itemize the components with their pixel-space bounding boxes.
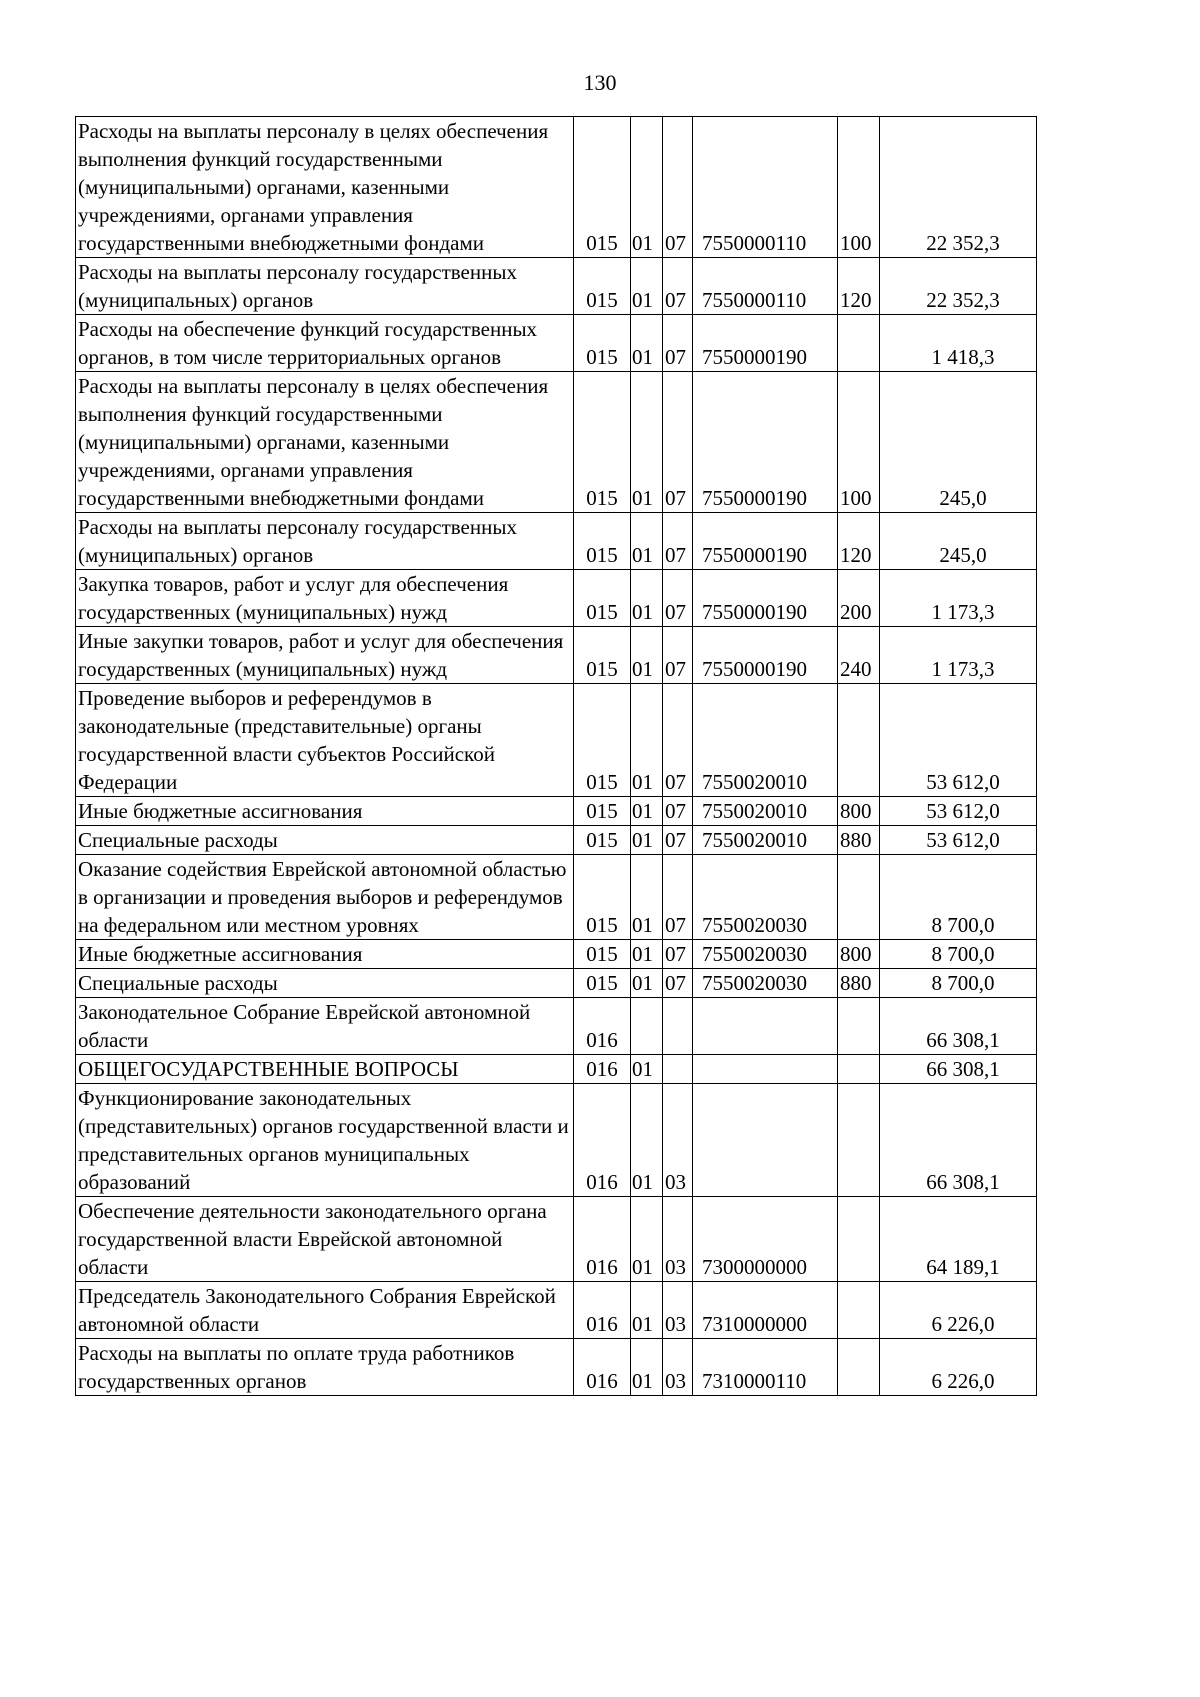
- row-sum-cell: 8 700,0: [880, 940, 1037, 969]
- row-csr-cell: 7550000190: [693, 372, 838, 513]
- row-grbs-cell: 015: [574, 117, 631, 258]
- row-vr-cell: [838, 855, 880, 940]
- row-pr-cell: 03: [663, 1282, 693, 1339]
- row-csr-cell: [693, 1055, 838, 1084]
- row-sum-cell: 245,0: [880, 513, 1037, 570]
- row-vr-cell: 120: [838, 513, 880, 570]
- table-row: [76, 372, 1037, 513]
- table-row: [76, 570, 1037, 627]
- row-grbs-cell: 016: [574, 1339, 631, 1396]
- row-pr-cell: 07: [663, 969, 693, 998]
- table-row: [76, 258, 1037, 315]
- row-name-cell: Специальные расходы: [76, 826, 574, 855]
- row-name-cell: Председатель Законодательного Собрания Еврейской автономной области: [76, 1282, 574, 1339]
- table-row: [76, 797, 1037, 826]
- row-grbs-cell: 016: [574, 1197, 631, 1282]
- row-csr-cell: 7550000190: [693, 315, 838, 372]
- row-sum-cell: 22 352,3: [880, 258, 1037, 315]
- row-sum-cell: 6 226,0: [880, 1282, 1037, 1339]
- row-grbs-cell: 015: [574, 969, 631, 998]
- row-name-cell: Функционирование законодательных (представительных) органов государственной власти и представительных органов муниципальных образований: [76, 1084, 574, 1197]
- table-row: [76, 1084, 1037, 1197]
- row-pr-cell: 07: [663, 513, 693, 570]
- row-sum-cell: 8 700,0: [880, 969, 1037, 998]
- row-sum-cell: 64 189,1: [880, 1197, 1037, 1282]
- table-row: [76, 117, 1037, 258]
- row-csr-cell: 7550020030: [693, 855, 838, 940]
- row-grbs-cell: 015: [574, 570, 631, 627]
- row-rz-cell: 01: [631, 1282, 663, 1339]
- row-vr-cell: 120: [838, 258, 880, 315]
- row-rz-cell: 01: [631, 1084, 663, 1197]
- row-pr-cell: 07: [663, 627, 693, 684]
- row-sum-cell: 1 173,3: [880, 627, 1037, 684]
- row-vr-cell: [838, 1339, 880, 1396]
- table-row: [76, 315, 1037, 372]
- row-rz-cell: 01: [631, 315, 663, 372]
- row-csr-cell: 7310000110: [693, 1339, 838, 1396]
- row-pr-cell: 07: [663, 258, 693, 315]
- row-csr-cell: [693, 1084, 838, 1197]
- row-grbs-cell: 015: [574, 855, 631, 940]
- row-rz-cell: 01: [631, 1055, 663, 1084]
- row-rz-cell: 01: [631, 1197, 663, 1282]
- row-grbs-cell: 015: [574, 627, 631, 684]
- row-rz-cell: 01: [631, 570, 663, 627]
- row-name-cell: Специальные расходы: [76, 969, 574, 998]
- row-rz-cell: 01: [631, 1339, 663, 1396]
- row-name-cell: Закупка товаров, работ и услуг для обеспечения государственных (муниципальных) нужд: [76, 570, 574, 627]
- row-name-cell: Расходы на обеспечение функций государственных органов, в том числе территориальных органов: [76, 315, 574, 372]
- row-csr-cell: 7550000110: [693, 258, 838, 315]
- row-vr-cell: 800: [838, 940, 880, 969]
- row-grbs-cell: 015: [574, 684, 631, 797]
- row-name-cell: Расходы на выплаты персоналу в целях обеспечения выполнения функций государственными (муниципальными) органами, казенными учреждениями, органами управления государственными внебюджетными фондами: [76, 372, 574, 513]
- row-pr-cell: 07: [663, 117, 693, 258]
- row-grbs-cell: 015: [574, 315, 631, 372]
- row-vr-cell: [838, 1282, 880, 1339]
- row-pr-cell: [663, 1055, 693, 1084]
- row-name-cell: Иные бюджетные ассигнования: [76, 940, 574, 969]
- table-row: [76, 684, 1037, 797]
- row-rz-cell: 01: [631, 826, 663, 855]
- table-row: [76, 855, 1037, 940]
- row-csr-cell: [693, 998, 838, 1055]
- row-vr-cell: 880: [838, 826, 880, 855]
- row-grbs-cell: 016: [574, 1282, 631, 1339]
- page-number: 130: [583, 70, 617, 95]
- row-sum-cell: 66 308,1: [880, 1055, 1037, 1084]
- row-grbs-cell: 015: [574, 797, 631, 826]
- row-pr-cell: 07: [663, 797, 693, 826]
- row-grbs-cell: 016: [574, 1084, 631, 1197]
- row-pr-cell: [663, 998, 693, 1055]
- row-rz-cell: 01: [631, 797, 663, 826]
- table-row: [76, 1055, 1037, 1084]
- row-csr-cell: 7550000110: [693, 117, 838, 258]
- row-grbs-cell: 015: [574, 258, 631, 315]
- row-pr-cell: 07: [663, 570, 693, 627]
- row-rz-cell: 01: [631, 372, 663, 513]
- row-sum-cell: 66 308,1: [880, 998, 1037, 1055]
- row-grbs-cell: 015: [574, 826, 631, 855]
- row-pr-cell: 07: [663, 940, 693, 969]
- row-sum-cell: 8 700,0: [880, 855, 1037, 940]
- row-name-cell: Иные бюджетные ассигнования: [76, 797, 574, 826]
- row-rz-cell: 01: [631, 258, 663, 315]
- table-row: [76, 513, 1037, 570]
- row-vr-cell: [838, 1084, 880, 1197]
- row-pr-cell: 07: [663, 684, 693, 797]
- row-rz-cell: 01: [631, 969, 663, 998]
- row-vr-cell: [838, 315, 880, 372]
- row-pr-cell: 03: [663, 1339, 693, 1396]
- table-row: [76, 1282, 1037, 1339]
- row-name-cell: ОБЩЕГОСУДАРСТВЕННЫЕ ВОПРОСЫ: [76, 1055, 574, 1084]
- row-name-cell: Оказание содействия Еврейской автономной областью в организации и проведения выборов и референдумов на федеральном или местном уровнях: [76, 855, 574, 940]
- row-grbs-cell: 016: [574, 1055, 631, 1084]
- row-name-cell: Проведение выборов и референдумов в законодательные (представительные) органы государственной власти субъектов Российской Федерации: [76, 684, 574, 797]
- row-sum-cell: 245,0: [880, 372, 1037, 513]
- row-csr-cell: 7550000190: [693, 570, 838, 627]
- row-vr-cell: [838, 684, 880, 797]
- budget-table-body: [76, 117, 1037, 1396]
- row-rz-cell: 01: [631, 117, 663, 258]
- row-vr-cell: 800: [838, 797, 880, 826]
- row-rz-cell: 01: [631, 855, 663, 940]
- row-grbs-cell: 016: [574, 998, 631, 1055]
- row-sum-cell: 1 173,3: [880, 570, 1037, 627]
- table-row: [76, 1197, 1037, 1282]
- row-name-cell: Расходы на выплаты персоналу государственных (муниципальных) органов: [76, 258, 574, 315]
- table-row: [76, 998, 1037, 1055]
- row-sum-cell: 6 226,0: [880, 1339, 1037, 1396]
- row-rz-cell: 01: [631, 513, 663, 570]
- table-row: [76, 627, 1037, 684]
- row-sum-cell: 1 418,3: [880, 315, 1037, 372]
- row-pr-cell: 07: [663, 372, 693, 513]
- row-name-cell: Расходы на выплаты персоналу в целях обеспечения выполнения функций государственными (муниципальными) органами, казенными учреждениями, органами управления государственными внебюджетными фондами: [76, 117, 574, 258]
- row-vr-cell: 100: [838, 117, 880, 258]
- table-row: [76, 940, 1037, 969]
- row-grbs-cell: 015: [574, 372, 631, 513]
- row-rz-cell: 01: [631, 684, 663, 797]
- row-vr-cell: [838, 1055, 880, 1084]
- row-pr-cell: 07: [663, 855, 693, 940]
- table-row: [76, 969, 1037, 998]
- row-csr-cell: 7550000190: [693, 627, 838, 684]
- row-vr-cell: 240: [838, 627, 880, 684]
- row-csr-cell: 7550020010: [693, 684, 838, 797]
- row-sum-cell: 66 308,1: [880, 1084, 1037, 1197]
- row-name-cell: Законодательное Собрание Еврейской автономной области: [76, 998, 574, 1055]
- row-rz-cell: 01: [631, 627, 663, 684]
- row-grbs-cell: 015: [574, 513, 631, 570]
- row-sum-cell: 53 612,0: [880, 797, 1037, 826]
- row-pr-cell: 03: [663, 1084, 693, 1197]
- row-csr-cell: 7550020010: [693, 826, 838, 855]
- row-name-cell: Расходы на выплаты по оплате труда работников государственных органов: [76, 1339, 574, 1396]
- row-rz-cell: 01: [631, 940, 663, 969]
- row-csr-cell: 7550020030: [693, 969, 838, 998]
- row-sum-cell: 22 352,3: [880, 117, 1037, 258]
- row-name-cell: Расходы на выплаты персоналу государственных (муниципальных) органов: [76, 513, 574, 570]
- row-rz-cell: [631, 998, 663, 1055]
- row-name-cell: Иные закупки товаров, работ и услуг для обеспечения государственных (муниципальных) нужд: [76, 627, 574, 684]
- table-row: [76, 1339, 1037, 1396]
- row-vr-cell: 100: [838, 372, 880, 513]
- row-vr-cell: [838, 1197, 880, 1282]
- row-pr-cell: 03: [663, 1197, 693, 1282]
- row-csr-cell: 7550020030: [693, 940, 838, 969]
- row-csr-cell: 7550000190: [693, 513, 838, 570]
- row-sum-cell: 53 612,0: [880, 826, 1037, 855]
- row-vr-cell: 880: [838, 969, 880, 998]
- row-vr-cell: [838, 998, 880, 1055]
- budget-table: [75, 116, 1037, 1396]
- row-pr-cell: 07: [663, 315, 693, 372]
- row-csr-cell: 7300000000: [693, 1197, 838, 1282]
- row-vr-cell: 200: [838, 570, 880, 627]
- row-grbs-cell: 015: [574, 940, 631, 969]
- table-row: [76, 826, 1037, 855]
- row-csr-cell: 7550020010: [693, 797, 838, 826]
- row-sum-cell: 53 612,0: [880, 684, 1037, 797]
- row-pr-cell: 07: [663, 826, 693, 855]
- row-name-cell: Обеспечение деятельности законодательного органа государственной власти Еврейской автономной области: [76, 1197, 574, 1282]
- row-csr-cell: 7310000000: [693, 1282, 838, 1339]
